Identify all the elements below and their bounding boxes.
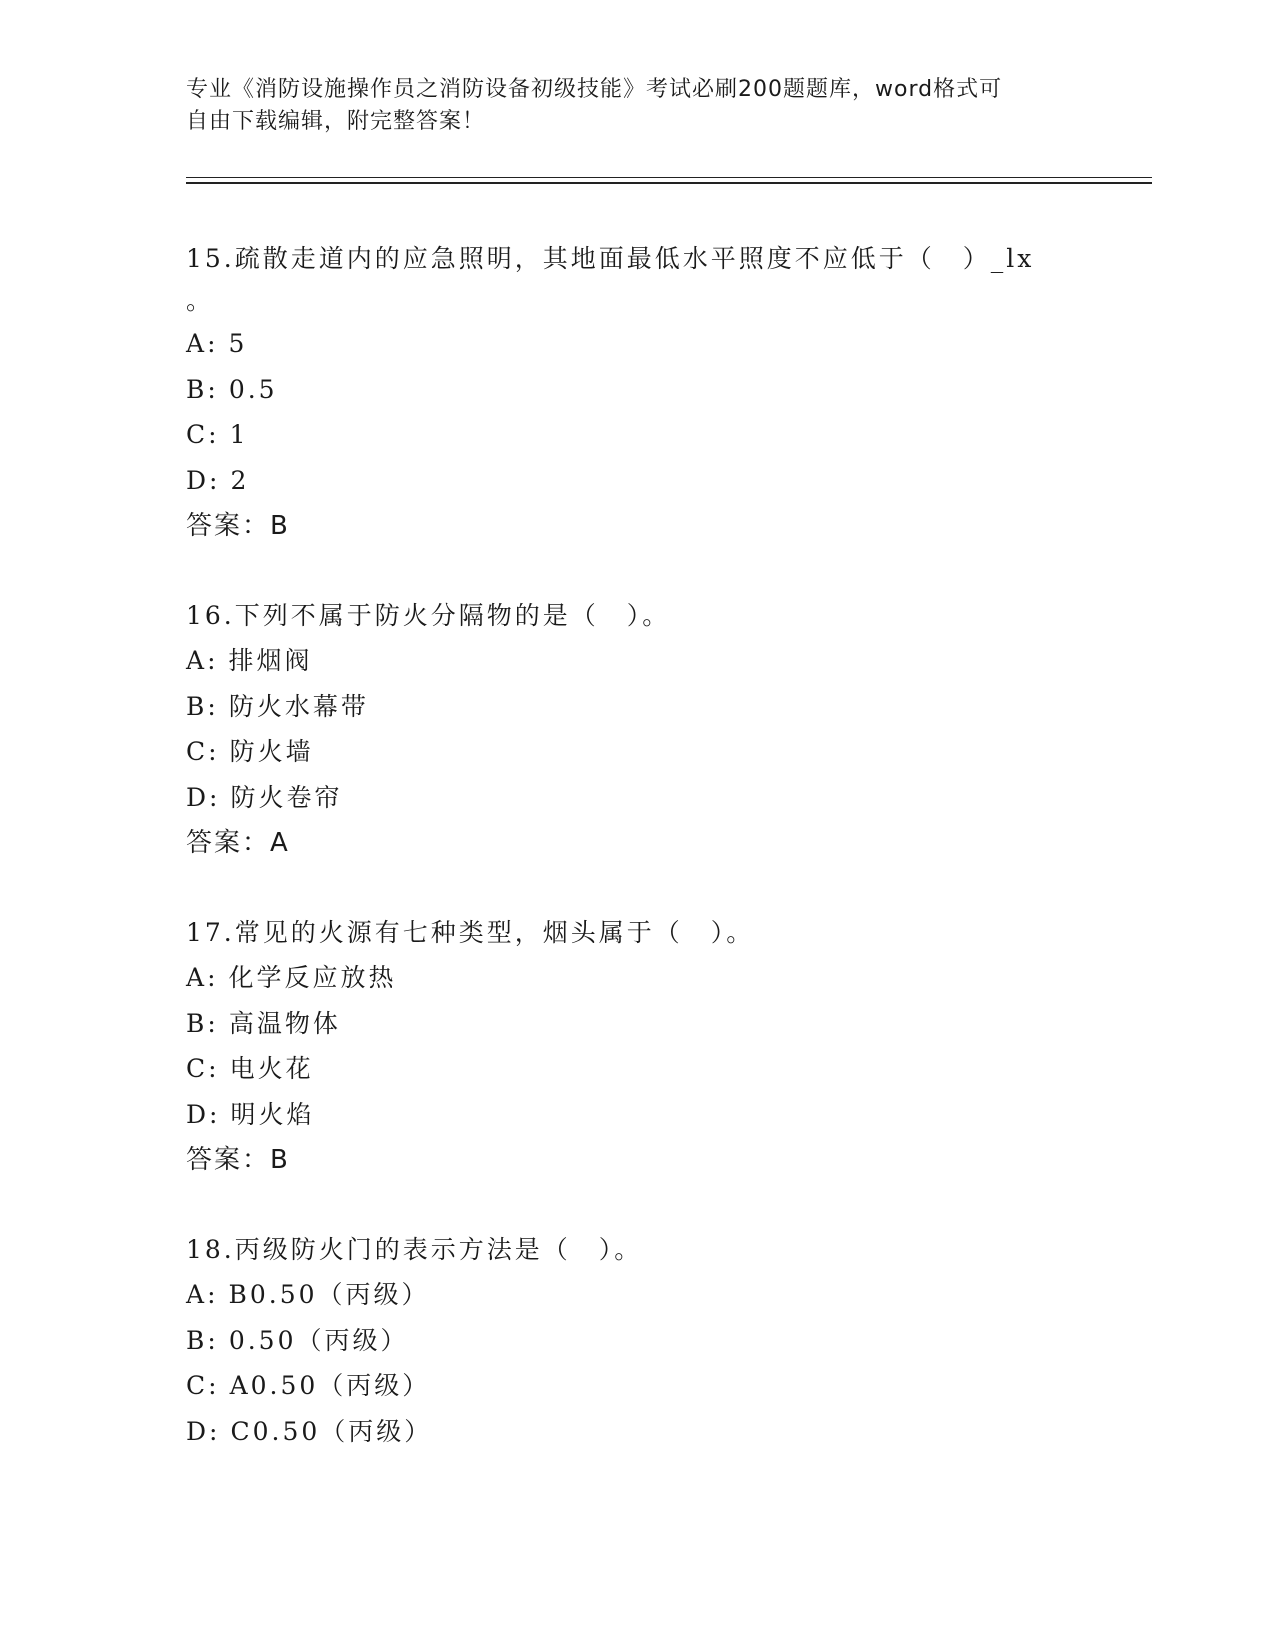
option-separator: : bbox=[209, 1416, 221, 1446]
option-text: 5 bbox=[228, 329, 248, 358]
option-separator: : bbox=[208, 1371, 220, 1400]
option-key: D bbox=[186, 465, 210, 495]
answer-line: 答案：A bbox=[186, 828, 290, 858]
option-text: B0.50（丙级） bbox=[228, 1280, 430, 1309]
option-c bbox=[186, 729, 1086, 775]
question-spacer bbox=[186, 866, 1086, 910]
option-a bbox=[186, 638, 1086, 684]
option-separator: : bbox=[209, 1099, 221, 1129]
option-key: C bbox=[186, 737, 209, 766]
option-text: 高温物体 bbox=[228, 1008, 341, 1038]
option-text: 电火花 bbox=[229, 1054, 314, 1083]
option-key: D bbox=[186, 1416, 210, 1446]
question-spacer bbox=[186, 549, 1086, 593]
option-c bbox=[186, 1363, 1086, 1409]
option-text: 防火墙 bbox=[229, 737, 314, 766]
option-text: 排烟阀 bbox=[228, 646, 313, 675]
option-key: C bbox=[186, 420, 209, 449]
header-divider-thick bbox=[186, 182, 1152, 184]
option-text: 明火焰 bbox=[230, 1099, 315, 1129]
option-separator: : bbox=[207, 374, 219, 404]
answer-line: 答案：B bbox=[186, 511, 290, 541]
option-text: 化学反应放热 bbox=[228, 963, 397, 992]
option-separator: : bbox=[207, 646, 219, 675]
option-key: A bbox=[186, 963, 208, 992]
header-divider-thin bbox=[186, 177, 1152, 178]
option-d bbox=[186, 1409, 1086, 1455]
option-separator: : bbox=[207, 1325, 219, 1355]
option-text: A0.50（丙级） bbox=[229, 1371, 431, 1400]
option-a bbox=[186, 1272, 1086, 1318]
option-separator: : bbox=[208, 420, 220, 449]
option-text: 2 bbox=[230, 465, 250, 495]
question-stem: 15.疏散走道内的应急照明，其地面最低水平照度不应低于（ ）_lx bbox=[186, 244, 1035, 273]
answer-line: 答案：B bbox=[186, 1145, 290, 1175]
question-18 bbox=[186, 1227, 1086, 1454]
option-c bbox=[186, 1046, 1086, 1092]
header-line-1: 专业《消防设施操作员之消防设备初级技能》考试必刷200题题库，word格式可 bbox=[186, 77, 1003, 102]
question-17 bbox=[186, 910, 1086, 1183]
option-text: 0.5 bbox=[228, 374, 278, 404]
option-key: B bbox=[186, 1325, 208, 1355]
option-key: D bbox=[186, 1099, 210, 1129]
option-d bbox=[186, 458, 1086, 504]
option-key: B bbox=[186, 691, 208, 721]
option-b bbox=[186, 684, 1086, 730]
document-header bbox=[186, 74, 1066, 138]
option-separator: : bbox=[207, 1280, 219, 1309]
question-15 bbox=[186, 236, 1086, 549]
option-text: 0.50（丙级） bbox=[228, 1325, 409, 1355]
option-a bbox=[186, 321, 1086, 367]
option-d bbox=[186, 1092, 1086, 1138]
option-separator: : bbox=[209, 465, 221, 495]
option-key: A bbox=[186, 646, 208, 675]
question-spacer bbox=[186, 1183, 1086, 1227]
option-separator: : bbox=[209, 782, 221, 812]
option-separator: : bbox=[207, 329, 219, 358]
option-text: C0.50（丙级） bbox=[230, 1416, 433, 1446]
option-key: C bbox=[186, 1054, 209, 1083]
question-stem: 17.常见的火源有七种类型，烟头属于（ ）。 bbox=[186, 918, 755, 947]
option-separator: : bbox=[207, 691, 219, 721]
question-stem-continued: 。 bbox=[186, 286, 215, 315]
option-key: C bbox=[186, 1371, 209, 1400]
option-key: A bbox=[186, 329, 208, 358]
option-c bbox=[186, 412, 1086, 458]
option-key: B bbox=[186, 374, 208, 404]
question-list bbox=[186, 236, 1086, 1454]
question-16 bbox=[186, 593, 1086, 866]
header-line-2: 自由下载编辑，附完整答案！ bbox=[186, 109, 486, 134]
option-a bbox=[186, 955, 1086, 1001]
option-separator: : bbox=[207, 963, 219, 992]
option-separator: : bbox=[207, 1008, 219, 1038]
option-b bbox=[186, 1318, 1086, 1364]
option-key: B bbox=[186, 1008, 208, 1038]
option-text: 1 bbox=[229, 420, 249, 449]
option-key: A bbox=[186, 1280, 208, 1309]
option-text: 防火水幕带 bbox=[228, 691, 369, 721]
question-stem: 16.下列不属于防火分隔物的是（ ）。 bbox=[186, 601, 671, 630]
option-key: D bbox=[186, 782, 210, 812]
option-b bbox=[186, 1001, 1086, 1047]
option-separator: : bbox=[208, 1054, 220, 1083]
option-b bbox=[186, 367, 1086, 413]
question-stem: 18.丙级防火门的表示方法是（ ）。 bbox=[186, 1235, 643, 1264]
option-d bbox=[186, 775, 1086, 821]
option-separator: : bbox=[208, 737, 220, 766]
option-text: 防火卷帘 bbox=[230, 782, 343, 812]
